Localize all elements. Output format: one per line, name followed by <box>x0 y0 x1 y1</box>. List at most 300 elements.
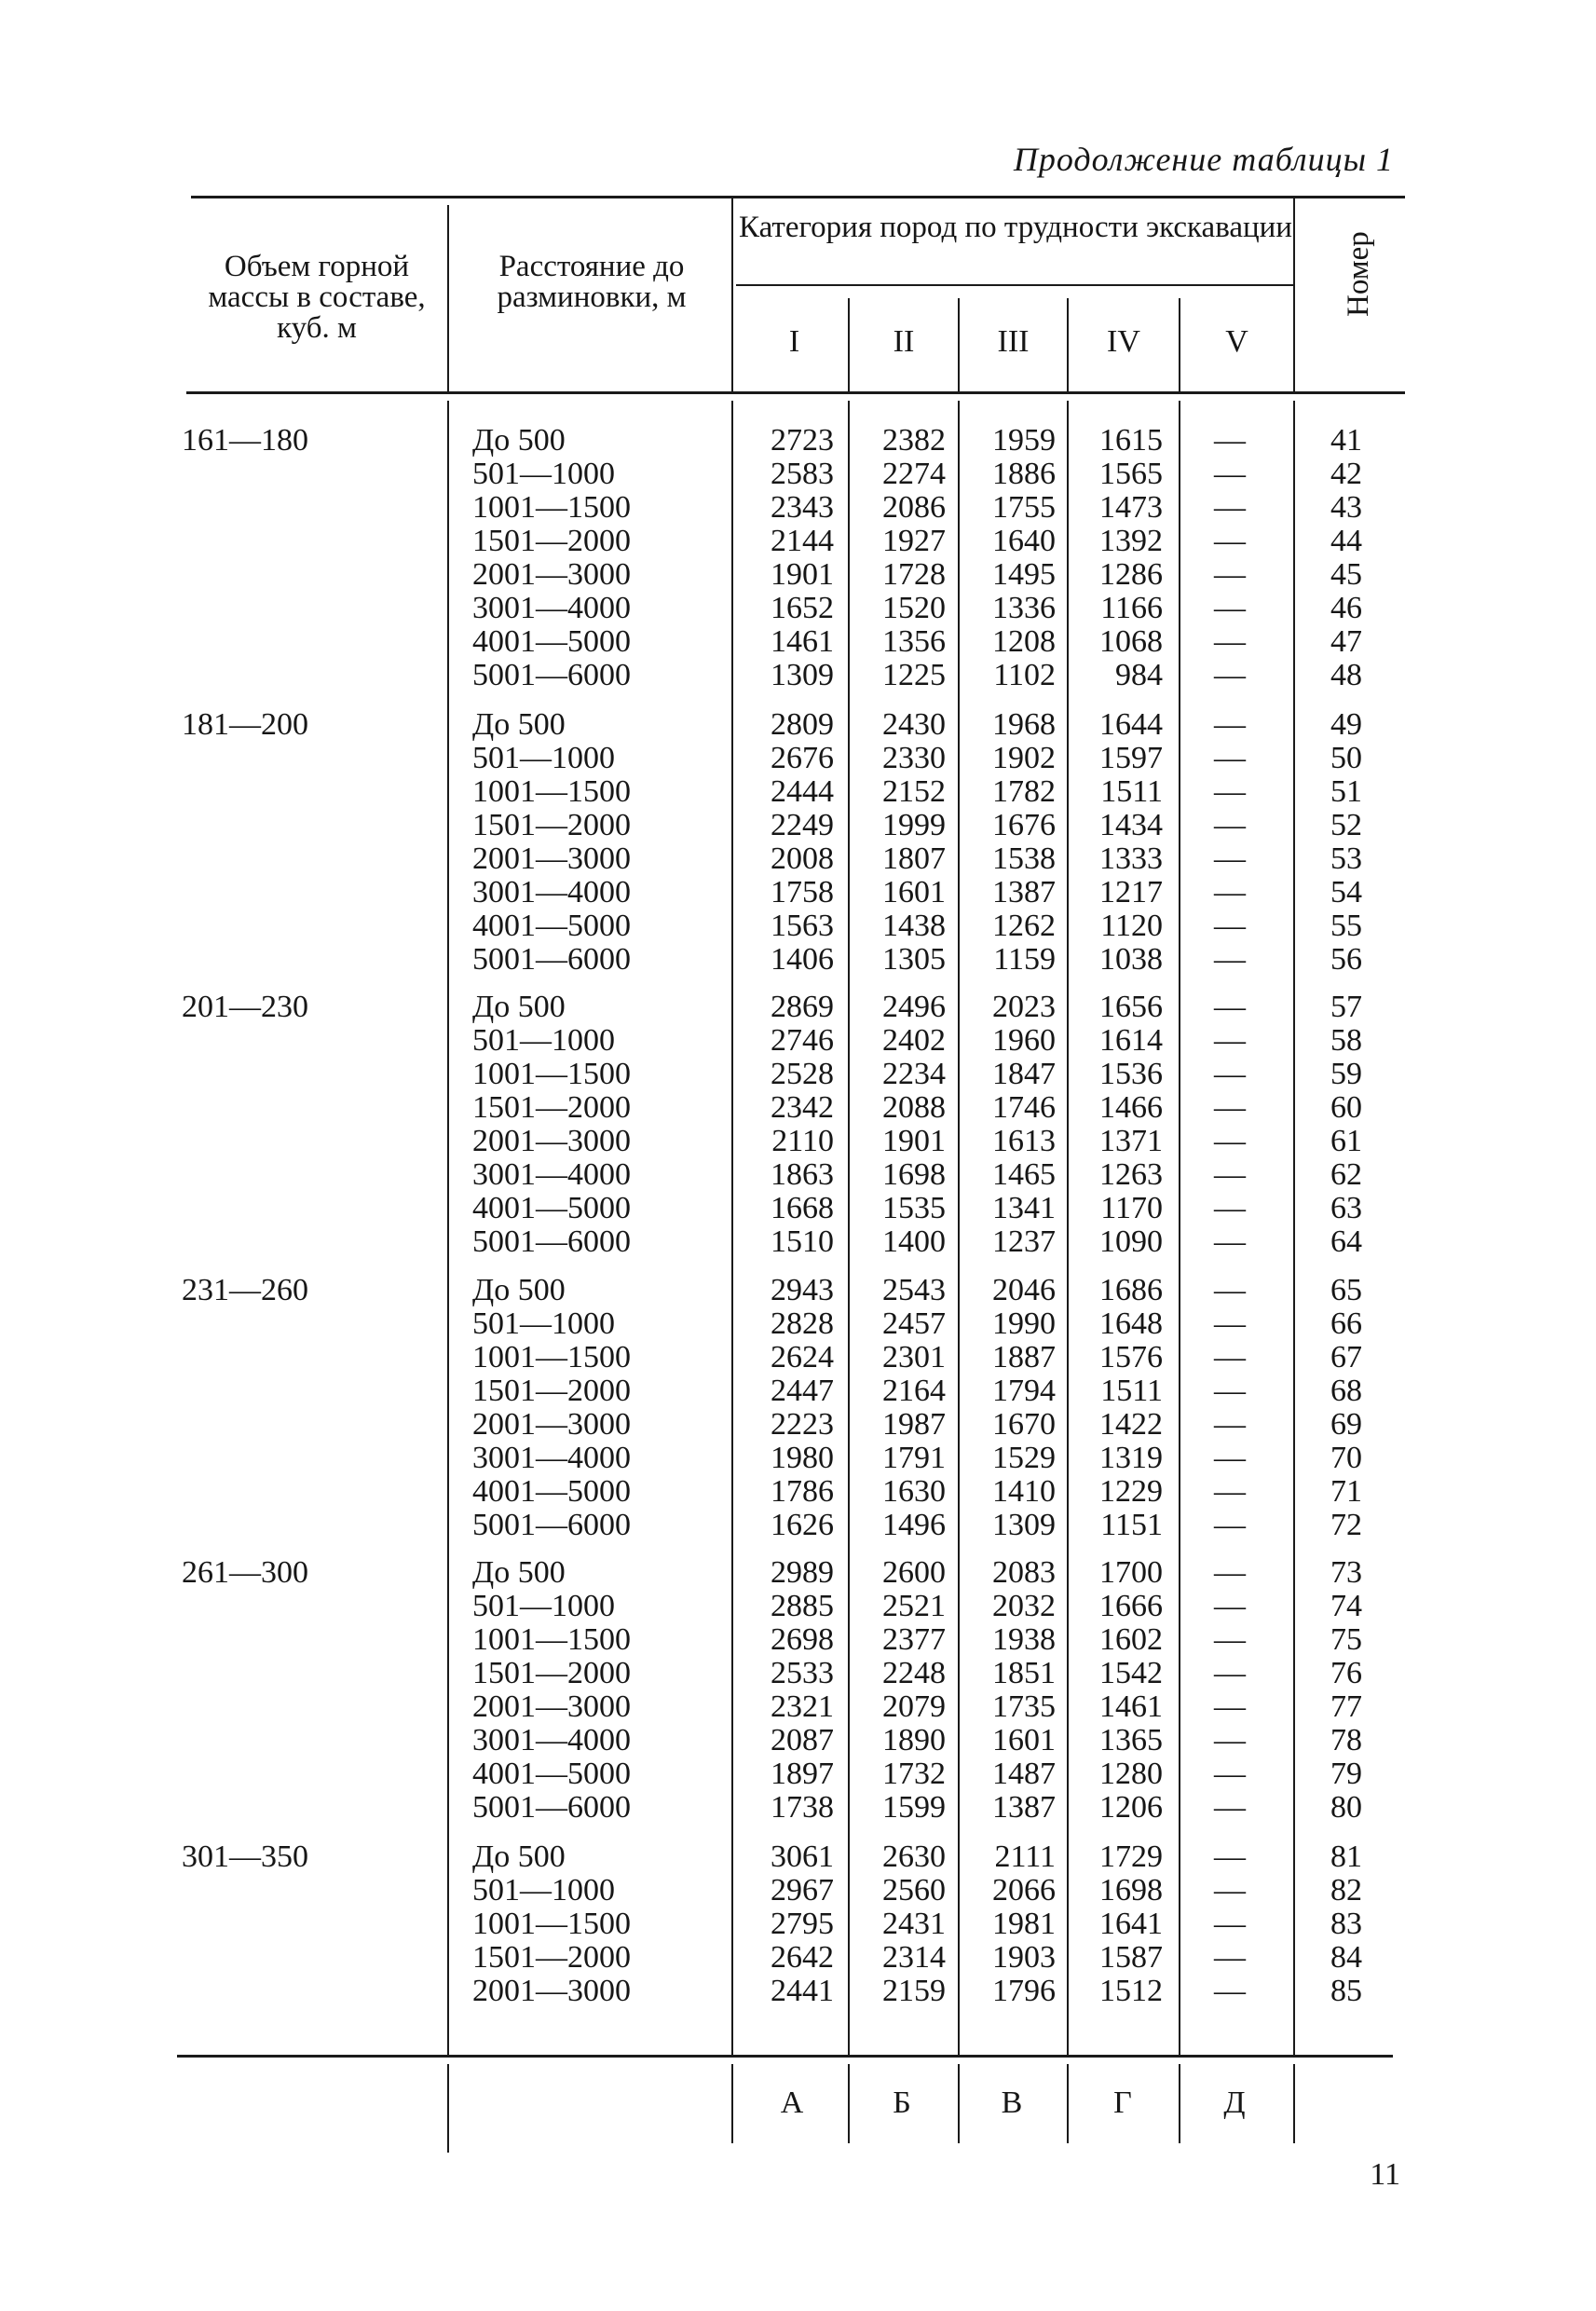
cell-v: — <box>1214 1340 1246 1374</box>
cell-i: 2624 <box>771 1340 834 1374</box>
cell-ii: 2164 <box>882 1374 946 1408</box>
cell-distance: 5001—6000 <box>472 1790 631 1825</box>
cell-iv: 1392 <box>1099 524 1163 558</box>
cell-number: 54 <box>1330 875 1362 909</box>
cell-number: 55 <box>1330 909 1362 943</box>
cell-number: 64 <box>1330 1224 1362 1259</box>
cell-iv: 1614 <box>1099 1023 1163 1058</box>
cell-number: 66 <box>1330 1306 1362 1341</box>
volume-label: 231—260 <box>182 1273 308 1307</box>
cell-v: — <box>1214 1057 1246 1091</box>
cell-iii: 1208 <box>992 624 1056 659</box>
cell-iv: 984 <box>1115 658 1163 692</box>
cell-iv: 1206 <box>1099 1790 1163 1825</box>
cell-number: 57 <box>1330 990 1362 1024</box>
table-row <box>0 775 1596 809</box>
cell-iv: 1038 <box>1099 942 1163 977</box>
cell-number: 76 <box>1330 1656 1362 1690</box>
cell-number: 72 <box>1330 1508 1362 1542</box>
cell-i: 2943 <box>771 1273 834 1307</box>
cell-iii: 1755 <box>992 490 1056 525</box>
cell-iv: 1587 <box>1099 1940 1163 1975</box>
cell-ii: 1438 <box>882 909 946 943</box>
cell-iv: 1656 <box>1099 990 1163 1024</box>
cell-ii: 2560 <box>882 1873 946 1908</box>
cell-ii: 2088 <box>882 1090 946 1125</box>
table-row <box>0 1975 1596 2008</box>
cell-ii: 1890 <box>882 1723 946 1757</box>
cell-iv: 1090 <box>1099 1224 1163 1259</box>
cell-iv: 1466 <box>1099 1090 1163 1125</box>
table-row <box>0 1840 1596 1874</box>
table-row <box>0 1225 1596 1259</box>
cell-v: — <box>1214 1723 1246 1757</box>
cell-distance: 501—1000 <box>472 1023 615 1058</box>
cell-v: — <box>1214 1124 1246 1158</box>
table-row <box>0 1657 1596 1690</box>
cell-iv: 1641 <box>1099 1907 1163 1941</box>
cell-distance: 1001—1500 <box>472 1340 631 1374</box>
cell-distance: 3001—4000 <box>472 875 631 909</box>
cell-i: 1510 <box>771 1224 834 1259</box>
cell-i: 2809 <box>771 707 834 742</box>
cell-iii: 1981 <box>992 1907 1056 1941</box>
cell-i: 2447 <box>771 1374 834 1408</box>
table-row <box>0 1408 1596 1442</box>
cell-v: — <box>1214 990 1246 1024</box>
footer-letter-B: Б <box>893 2085 911 2120</box>
table-row <box>0 1475 1596 1509</box>
cell-iv: 1648 <box>1099 1306 1163 1341</box>
cell-iv: 1576 <box>1099 1340 1163 1374</box>
cell-iv: 1371 <box>1099 1124 1163 1158</box>
cell-iii: 1887 <box>992 1340 1056 1374</box>
cell-distance: 1501—2000 <box>472 1656 631 1690</box>
cell-i: 1668 <box>771 1191 834 1225</box>
table-row <box>0 842 1596 876</box>
cell-v: — <box>1214 1839 1246 1874</box>
header-col-V: V <box>1225 324 1248 359</box>
cell-iv: 1729 <box>1099 1839 1163 1874</box>
cell-distance: 1501—2000 <box>472 1090 631 1125</box>
cell-iii: 1237 <box>992 1224 1056 1259</box>
cell-iii: 1960 <box>992 1023 1056 1058</box>
cell-number: 83 <box>1330 1907 1362 1941</box>
cell-v: — <box>1214 1474 1246 1509</box>
cell-distance: 4001—5000 <box>472 909 631 943</box>
footer-letter-A: А <box>780 2085 804 2120</box>
cell-v: — <box>1214 1508 1246 1542</box>
cell-number: 71 <box>1330 1474 1362 1509</box>
cell-number: 67 <box>1330 1340 1362 1374</box>
cell-ii: 2301 <box>882 1340 946 1374</box>
cell-ii: 2521 <box>882 1589 946 1623</box>
cell-i: 2723 <box>771 423 834 458</box>
cell-i: 1758 <box>771 875 834 909</box>
cell-ii: 1630 <box>882 1474 946 1509</box>
cell-distance: 3001—4000 <box>472 1723 631 1757</box>
cell-i: 2795 <box>771 1907 834 1941</box>
header-divider-distance <box>731 198 733 391</box>
cell-v: — <box>1214 1907 1246 1941</box>
table-row <box>0 1590 1596 1623</box>
cell-iv: 1700 <box>1099 1555 1163 1590</box>
table-row <box>0 659 1596 692</box>
cell-distance: 5001—6000 <box>472 942 631 977</box>
table-row <box>0 1158 1596 1192</box>
cell-distance: 2001—3000 <box>472 1689 631 1724</box>
cell-iii: 1601 <box>992 1723 1056 1757</box>
cell-iii: 1847 <box>992 1057 1056 1091</box>
table-row <box>0 742 1596 775</box>
cell-iii: 1902 <box>992 741 1056 775</box>
cell-ii: 2159 <box>882 1974 946 2008</box>
cell-distance: 1001—1500 <box>472 1057 631 1091</box>
cell-distance: 501—1000 <box>472 457 615 491</box>
footer-divider-IV <box>1179 2064 1180 2143</box>
footer-letter-D: Д <box>1223 2085 1246 2120</box>
cell-ii: 2457 <box>882 1306 946 1341</box>
cell-number: 42 <box>1330 457 1362 491</box>
cell-i: 2869 <box>771 990 834 1024</box>
cell-distance: До 500 <box>472 1273 566 1307</box>
cell-i: 1980 <box>771 1441 834 1475</box>
cell-iii: 1735 <box>992 1689 1056 1724</box>
cell-ii: 1400 <box>882 1224 946 1259</box>
cell-ii: 1927 <box>882 524 946 558</box>
cell-v: — <box>1214 841 1246 876</box>
table-top-rule <box>191 196 1405 198</box>
cell-ii: 2234 <box>882 1057 946 1091</box>
cell-iii: 1410 <box>992 1474 1056 1509</box>
header-category: Категория пород по трудности экскавации <box>739 211 1292 244</box>
cell-ii: 2630 <box>882 1839 946 1874</box>
cell-number: 63 <box>1330 1191 1362 1225</box>
cell-ii: 1225 <box>882 658 946 692</box>
cell-i: 1563 <box>771 909 834 943</box>
cell-iii: 1796 <box>992 1974 1056 2008</box>
cell-number: 74 <box>1330 1589 1362 1623</box>
cell-ii: 2330 <box>882 741 946 775</box>
cell-v: — <box>1214 1555 1246 1590</box>
table-row <box>0 1623 1596 1657</box>
cell-iii: 2083 <box>992 1555 1056 1590</box>
table-row <box>0 1908 1596 1941</box>
cell-distance: 5001—6000 <box>472 1508 631 1542</box>
cell-iii: 1495 <box>992 557 1056 592</box>
cell-ii: 1791 <box>882 1441 946 1475</box>
cell-i: 2441 <box>771 1974 834 2008</box>
table-row <box>0 491 1596 525</box>
table-row <box>0 525 1596 558</box>
cell-number: 58 <box>1330 1023 1362 1058</box>
cell-iii: 2111 <box>994 1839 1056 1874</box>
cell-number: 59 <box>1330 1057 1362 1091</box>
header-volume: Объем горной массы в составе, куб. м <box>208 250 426 345</box>
cell-i: 2828 <box>771 1306 834 1341</box>
cell-iv: 1461 <box>1099 1689 1163 1724</box>
cell-i: 2533 <box>771 1656 834 1690</box>
table-row <box>0 1724 1596 1757</box>
cell-iv: 1151 <box>1100 1508 1163 1542</box>
cell-ii: 1305 <box>882 942 946 977</box>
cell-distance: До 500 <box>472 423 566 458</box>
table-row <box>0 592 1596 625</box>
cell-iv: 1263 <box>1099 1157 1163 1192</box>
header-col-I: I <box>788 324 800 359</box>
cell-distance: 501—1000 <box>472 1873 615 1908</box>
cell-i: 1406 <box>771 942 834 977</box>
cell-number: 48 <box>1330 658 1362 692</box>
cell-iv: 1473 <box>1099 490 1163 525</box>
cell-iv: 1333 <box>1099 841 1163 876</box>
cell-number: 47 <box>1330 624 1362 659</box>
cell-iv: 1319 <box>1099 1441 1163 1475</box>
cell-distance: 1501—2000 <box>472 1374 631 1408</box>
table-row <box>0 943 1596 977</box>
cell-i: 2343 <box>771 490 834 525</box>
cell-iii: 1990 <box>992 1306 1056 1341</box>
cell-i: 1897 <box>771 1757 834 1791</box>
cell-v: — <box>1214 457 1246 491</box>
table-row <box>0 1274 1596 1307</box>
header-col-IV: IV <box>1107 324 1140 359</box>
cell-i: 2642 <box>771 1940 834 1975</box>
cell-distance: 3001—4000 <box>472 1157 631 1192</box>
cell-i: 2583 <box>771 457 834 491</box>
cell-distance: 4001—5000 <box>472 624 631 659</box>
cell-number: 82 <box>1330 1873 1362 1908</box>
cell-ii: 2402 <box>882 1023 946 1058</box>
cell-iv: 1602 <box>1099 1622 1163 1657</box>
cell-iii: 1336 <box>992 591 1056 625</box>
cell-iv: 1698 <box>1099 1873 1163 1908</box>
cell-distance: 501—1000 <box>472 1306 615 1341</box>
table-row <box>0 1125 1596 1158</box>
cell-ii: 2382 <box>882 423 946 458</box>
cell-iv: 1280 <box>1099 1757 1163 1791</box>
cell-iii: 1886 <box>992 457 1056 491</box>
cell-iii: 1465 <box>992 1157 1056 1192</box>
cell-ii: 1807 <box>882 841 946 876</box>
cell-number: 78 <box>1330 1723 1362 1757</box>
cell-i: 2698 <box>771 1622 834 1657</box>
cell-ii: 2431 <box>882 1907 946 1941</box>
cell-v: — <box>1214 490 1246 525</box>
cell-ii: 2377 <box>882 1622 946 1657</box>
cell-v: — <box>1214 423 1246 458</box>
cell-iv: 1365 <box>1099 1723 1163 1757</box>
header-distance: Расстояние до разминовки, м <box>497 250 687 314</box>
cell-ii: 2430 <box>882 707 946 742</box>
table-row <box>0 809 1596 842</box>
cell-distance: До 500 <box>472 990 566 1024</box>
cell-i: 2885 <box>771 1589 834 1623</box>
header-number: Номер <box>1342 231 1375 317</box>
table-row <box>0 1874 1596 1908</box>
cell-i: 1901 <box>771 557 834 592</box>
table-row <box>0 1556 1596 1590</box>
cell-v: — <box>1214 524 1246 558</box>
cell-ii: 1535 <box>882 1191 946 1225</box>
footer-letter-G: Г <box>1113 2085 1132 2120</box>
cell-v: — <box>1214 1273 1246 1307</box>
table-row <box>0 909 1596 943</box>
cell-v: — <box>1214 1757 1246 1791</box>
cell-i: 1626 <box>771 1508 834 1542</box>
cell-v: — <box>1214 942 1246 977</box>
page-number: 11 <box>1370 2157 1400 2192</box>
cell-number: 80 <box>1330 1790 1362 1825</box>
cell-number: 49 <box>1330 707 1362 742</box>
cell-distance: 4001—5000 <box>472 1191 631 1225</box>
footer-divider-distance <box>731 2064 733 2143</box>
table-row <box>0 1341 1596 1374</box>
cell-iii: 2023 <box>992 990 1056 1024</box>
volume-label: 301—350 <box>182 1839 308 1874</box>
cell-v: — <box>1214 1157 1246 1192</box>
cell-ii: 1987 <box>882 1407 946 1442</box>
cell-iv: 1511 <box>1100 1374 1163 1408</box>
cell-iii: 1968 <box>992 707 1056 742</box>
header-col-III: III <box>997 324 1030 359</box>
cell-number: 62 <box>1330 1157 1362 1192</box>
cell-distance: 1001—1500 <box>472 1907 631 1941</box>
cell-ii: 2600 <box>882 1555 946 1590</box>
header-col-II: II <box>893 324 915 359</box>
cell-i: 2110 <box>771 1124 834 1158</box>
table-row <box>0 1024 1596 1058</box>
cell-iv: 1536 <box>1099 1057 1163 1091</box>
cell-v: — <box>1214 1656 1246 1690</box>
cell-i: 2008 <box>771 841 834 876</box>
cell-ii: 1599 <box>882 1790 946 1825</box>
cell-i: 2223 <box>771 1407 834 1442</box>
table-row <box>0 1307 1596 1341</box>
footer-divider-I <box>848 2064 850 2143</box>
cell-iii: 1387 <box>992 1790 1056 1825</box>
category-header-rule <box>736 284 1295 286</box>
cell-iii: 1782 <box>992 774 1056 809</box>
cell-v: — <box>1214 591 1246 625</box>
cell-iii: 1387 <box>992 875 1056 909</box>
cell-iii: 1670 <box>992 1407 1056 1442</box>
cell-iv: 1565 <box>1099 457 1163 491</box>
continuation-label: Продолжение таблицы 1 <box>1013 141 1394 178</box>
cell-ii: 1601 <box>882 875 946 909</box>
cell-v: — <box>1214 1689 1246 1724</box>
cell-i: 2746 <box>771 1023 834 1058</box>
table-row <box>0 625 1596 659</box>
cell-i: 1863 <box>771 1157 834 1192</box>
cell-number: 43 <box>1330 490 1362 525</box>
cell-v: — <box>1214 1407 1246 1442</box>
cell-i: 2967 <box>771 1873 834 1908</box>
table-row <box>0 558 1596 592</box>
cell-iii: 2032 <box>992 1589 1056 1623</box>
cell-number: 51 <box>1330 774 1362 809</box>
table-row <box>0 1757 1596 1791</box>
cell-iii: 1959 <box>992 423 1056 458</box>
cell-distance: 2001—3000 <box>472 1124 631 1158</box>
volume-label: 181—200 <box>182 707 308 742</box>
cell-distance: 2001—3000 <box>472 557 631 592</box>
footer-divider-II <box>958 2064 960 2143</box>
cell-v: — <box>1214 1940 1246 1975</box>
cell-v: — <box>1214 1306 1246 1341</box>
cell-v: — <box>1214 1090 1246 1125</box>
cell-distance: 1001—1500 <box>472 1622 631 1657</box>
cell-ii: 1520 <box>882 591 946 625</box>
cell-v: — <box>1214 658 1246 692</box>
cell-iii: 1487 <box>992 1757 1056 1791</box>
cell-v: — <box>1214 808 1246 842</box>
cell-i: 3061 <box>771 1839 834 1874</box>
cell-i: 1309 <box>771 658 834 692</box>
cell-iii: 1159 <box>993 942 1056 977</box>
cell-iv: 1511 <box>1100 774 1163 809</box>
cell-v: — <box>1214 1873 1246 1908</box>
cell-number: 61 <box>1330 1124 1362 1158</box>
footer-divider-III <box>1067 2064 1069 2143</box>
cell-number: 41 <box>1330 423 1362 458</box>
cell-v: — <box>1214 1790 1246 1825</box>
cell-number: 44 <box>1330 524 1362 558</box>
cell-ii: 2079 <box>882 1689 946 1724</box>
cell-ii: 2314 <box>882 1940 946 1975</box>
table-row <box>0 1374 1596 1408</box>
cell-number: 77 <box>1330 1689 1362 1724</box>
cell-iv: 1120 <box>1100 909 1163 943</box>
cell-iv: 1217 <box>1099 875 1163 909</box>
table-row <box>0 1442 1596 1475</box>
table-row <box>0 1941 1596 1975</box>
header-bottom-rule <box>186 391 1405 394</box>
cell-i: 2087 <box>771 1723 834 1757</box>
cell-v: — <box>1214 741 1246 775</box>
table-row <box>0 876 1596 909</box>
cell-v: — <box>1214 875 1246 909</box>
cell-distance: 1001—1500 <box>472 774 631 809</box>
cell-iv: 1644 <box>1099 707 1163 742</box>
cell-iv: 1434 <box>1099 808 1163 842</box>
cell-i: 1652 <box>771 591 834 625</box>
cell-number: 56 <box>1330 942 1362 977</box>
cell-i: 2676 <box>771 741 834 775</box>
cell-v: — <box>1214 1974 1246 2008</box>
cell-number: 85 <box>1330 1974 1362 2008</box>
cell-i: 2528 <box>771 1057 834 1091</box>
volume-label: 201—230 <box>182 990 308 1024</box>
cell-iv: 1286 <box>1099 557 1163 592</box>
cell-iii: 1538 <box>992 841 1056 876</box>
cell-v: — <box>1214 1191 1246 1225</box>
cell-number: 60 <box>1330 1090 1362 1125</box>
cell-i: 1786 <box>771 1474 834 1509</box>
table-row <box>0 1509 1596 1542</box>
cell-iii: 1938 <box>992 1622 1056 1657</box>
cell-number: 69 <box>1330 1407 1362 1442</box>
cell-iv: 1170 <box>1100 1191 1163 1225</box>
table-row <box>0 1091 1596 1125</box>
cell-number: 52 <box>1330 808 1362 842</box>
cell-ii: 2496 <box>882 990 946 1024</box>
cell-v: — <box>1214 1023 1246 1058</box>
cell-v: — <box>1214 1622 1246 1657</box>
cell-v: — <box>1214 1224 1246 1259</box>
cell-v: — <box>1214 707 1246 742</box>
cell-iii: 1851 <box>992 1656 1056 1690</box>
